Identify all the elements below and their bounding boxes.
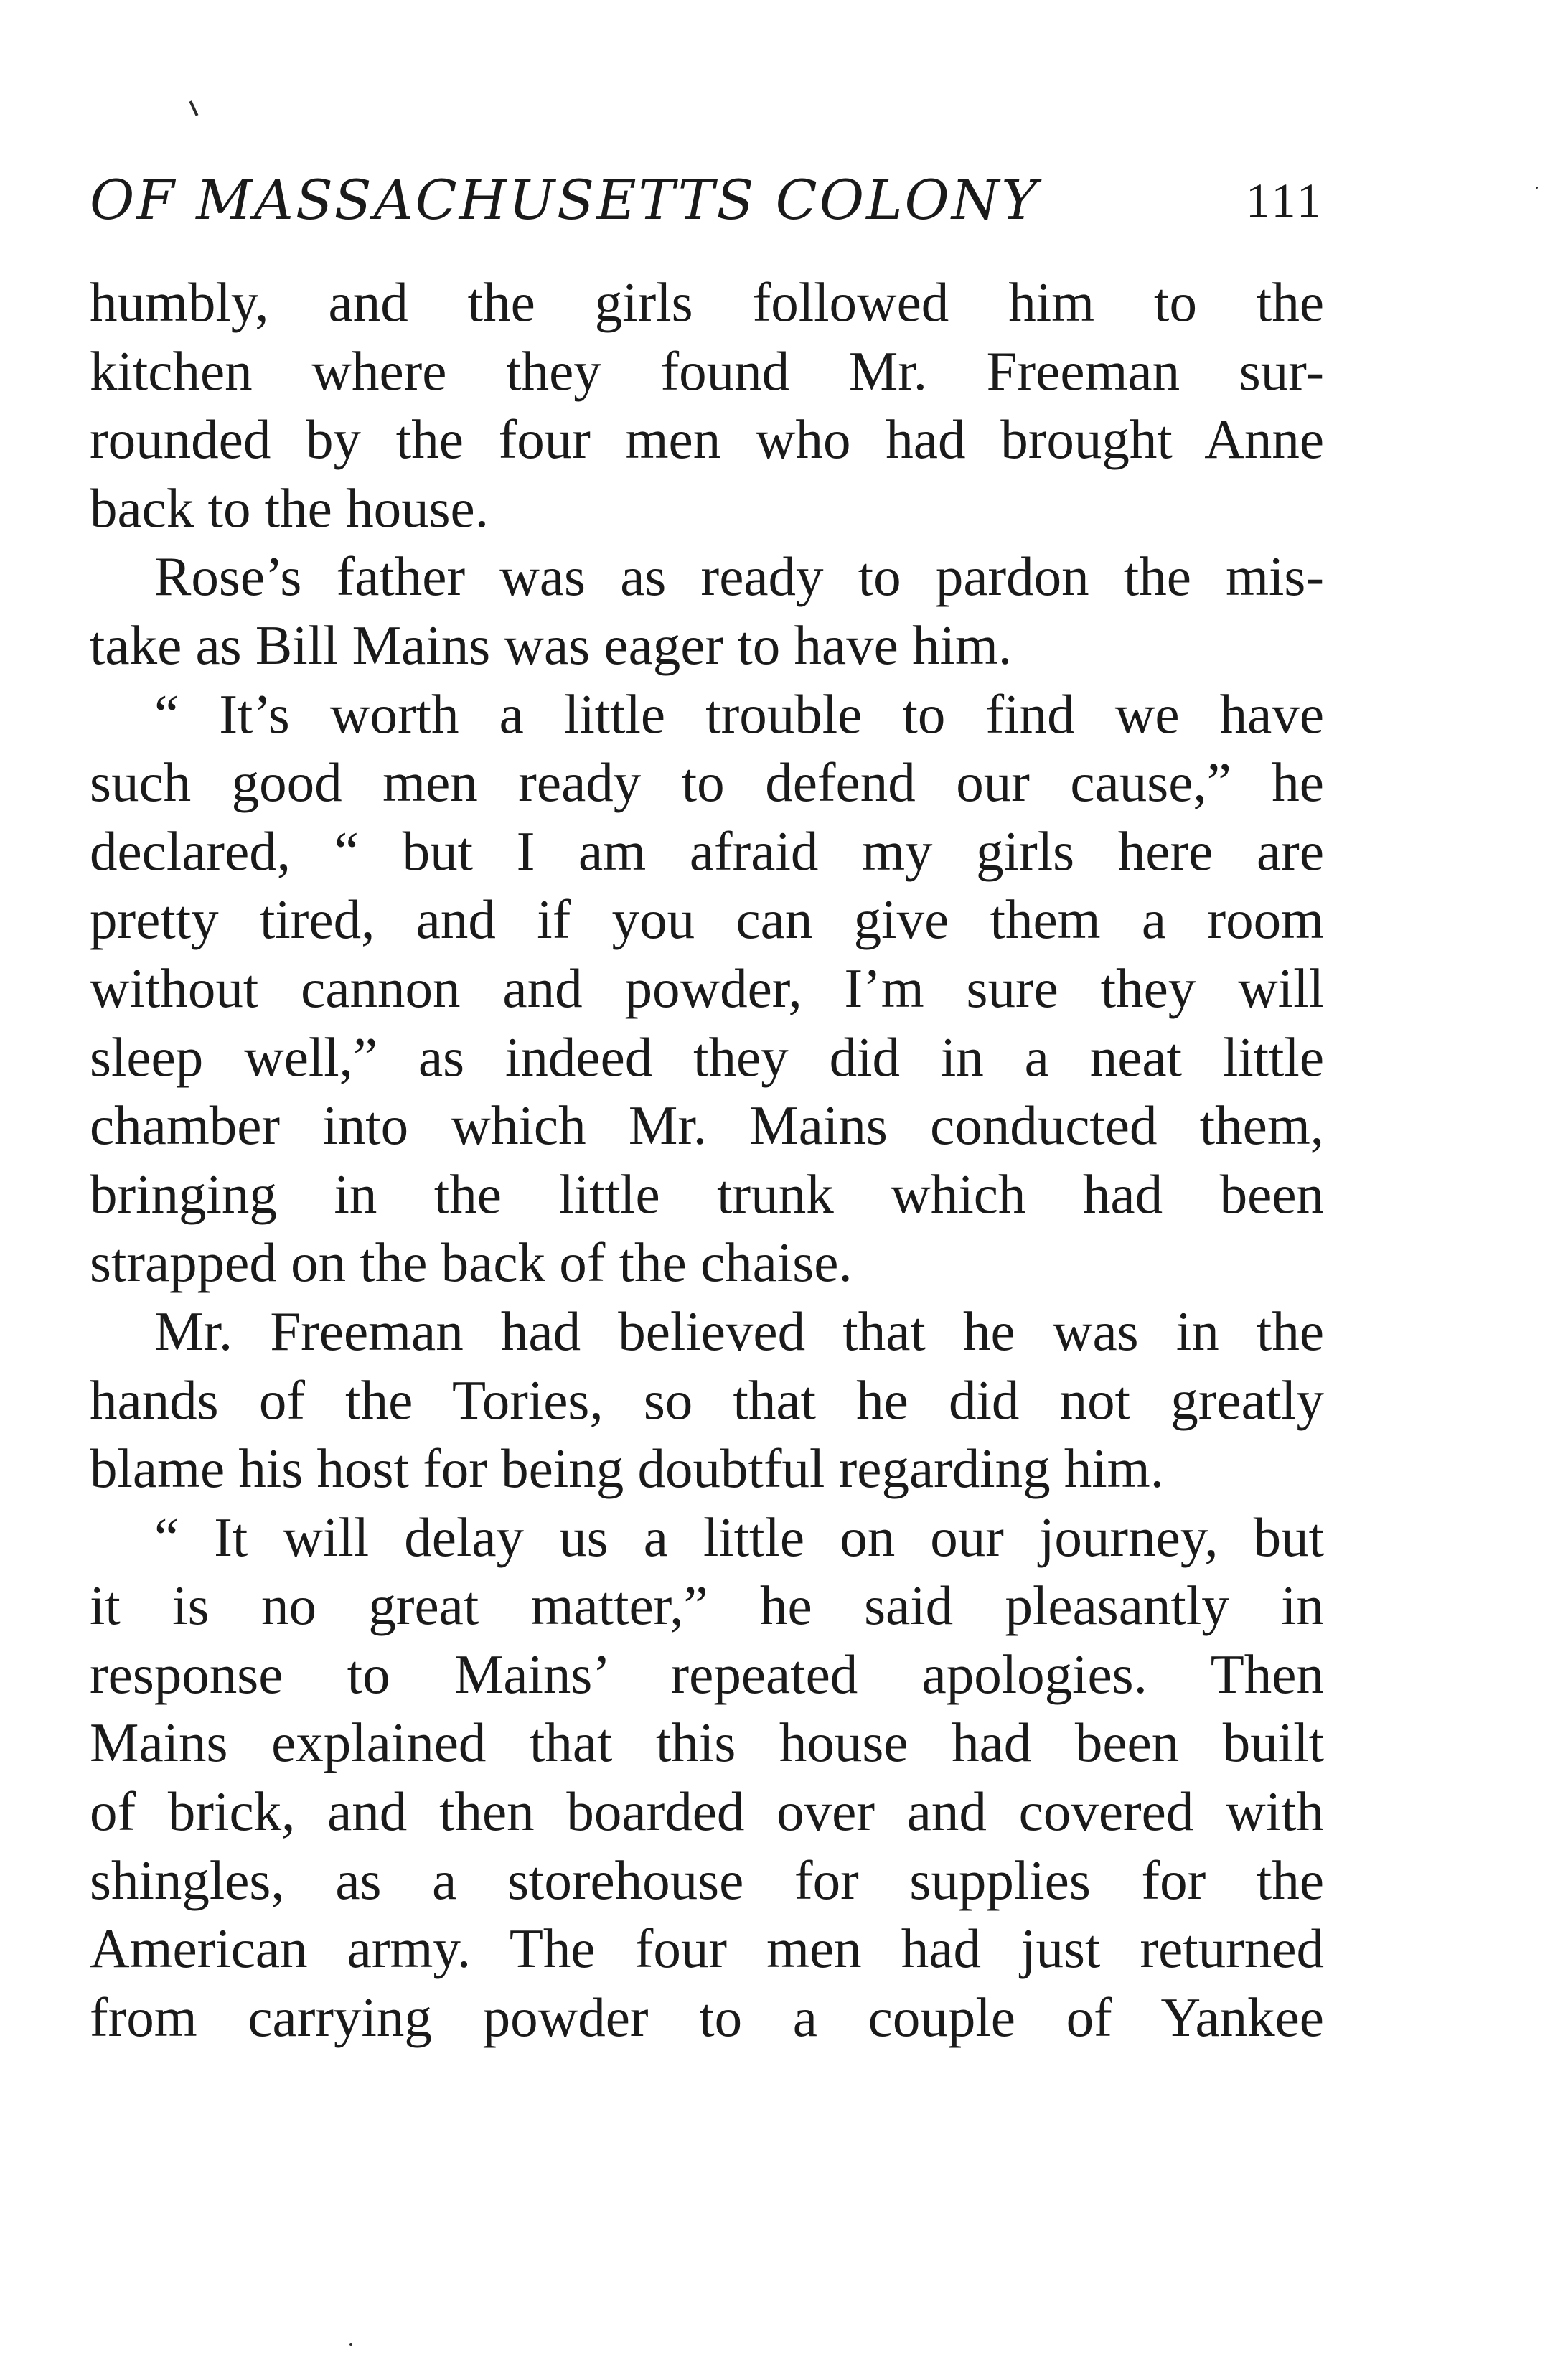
text-line: back to the house. [90,477,489,539]
text-line: take as Bill Mains was eager to have him. [90,614,1013,676]
text-line: hands of the Tories, so that he did not greatly [90,1369,1324,1431]
running-head [90,161,1324,240]
text-line: kitchen where they found Mr. Freeman sur- [90,339,1324,402]
text-line: “ It will delay us a little on our journey, but [154,1506,1324,1568]
text-line: sleep well,” as indeed they did in a neat little [90,1025,1324,1088]
text-line: pretty tired, and if you can give them a room [90,888,1324,951]
text-line: Mr. Freeman had believed that he was in the [154,1300,1324,1362]
text-line: strapped on the back of the chaise. [90,1231,853,1294]
text-line: Rose’s father was as ready to pardon the mis- [154,545,1324,608]
text-line: Mains explained that this house had been built [90,1712,1324,1774]
text-line: bringing in the little trunk which had been [90,1163,1324,1225]
text-line: of brick, and then boarded over and covered with [90,1780,1324,1843]
text-line: without cannon and powder, I’m sure they will [90,957,1324,1019]
text-line: “ It’s worth a little trouble to find we have [154,682,1324,745]
text-line: blame his host for being doubtful regarding him. [90,1437,1164,1500]
text-line: humbly, and the girls followed him to the [90,271,1324,333]
text-line: shingles, as a storehouse for supplies for the [90,1849,1324,1911]
text-line: rounded by the four men who had brought Anne [90,408,1324,471]
text-line: response to Mains’ repeated apologies. Then [90,1643,1324,1705]
text-line: declared, “ but I am afraid my girls here are [90,820,1324,882]
body-text [90,268,1324,2052]
ink-speck [189,100,199,116]
ink-speck [349,2343,352,2346]
running-title: OF MASSACHUSETTS COLONY [90,168,1040,232]
text-line: it is no great matter,” he said pleasantly in [90,1574,1324,1637]
text-line: such good men ready to defend our cause,” he [90,751,1324,814]
text-line: American army. The four men had just returned [90,1917,1324,1980]
text-line: chamber into which Mr. Mains conducted them, [90,1094,1324,1157]
page-number: 111 [1246,173,1324,227]
text-line: from carrying powder to a couple of Yankee [90,1986,1324,2048]
ink-speck [1536,187,1538,189]
